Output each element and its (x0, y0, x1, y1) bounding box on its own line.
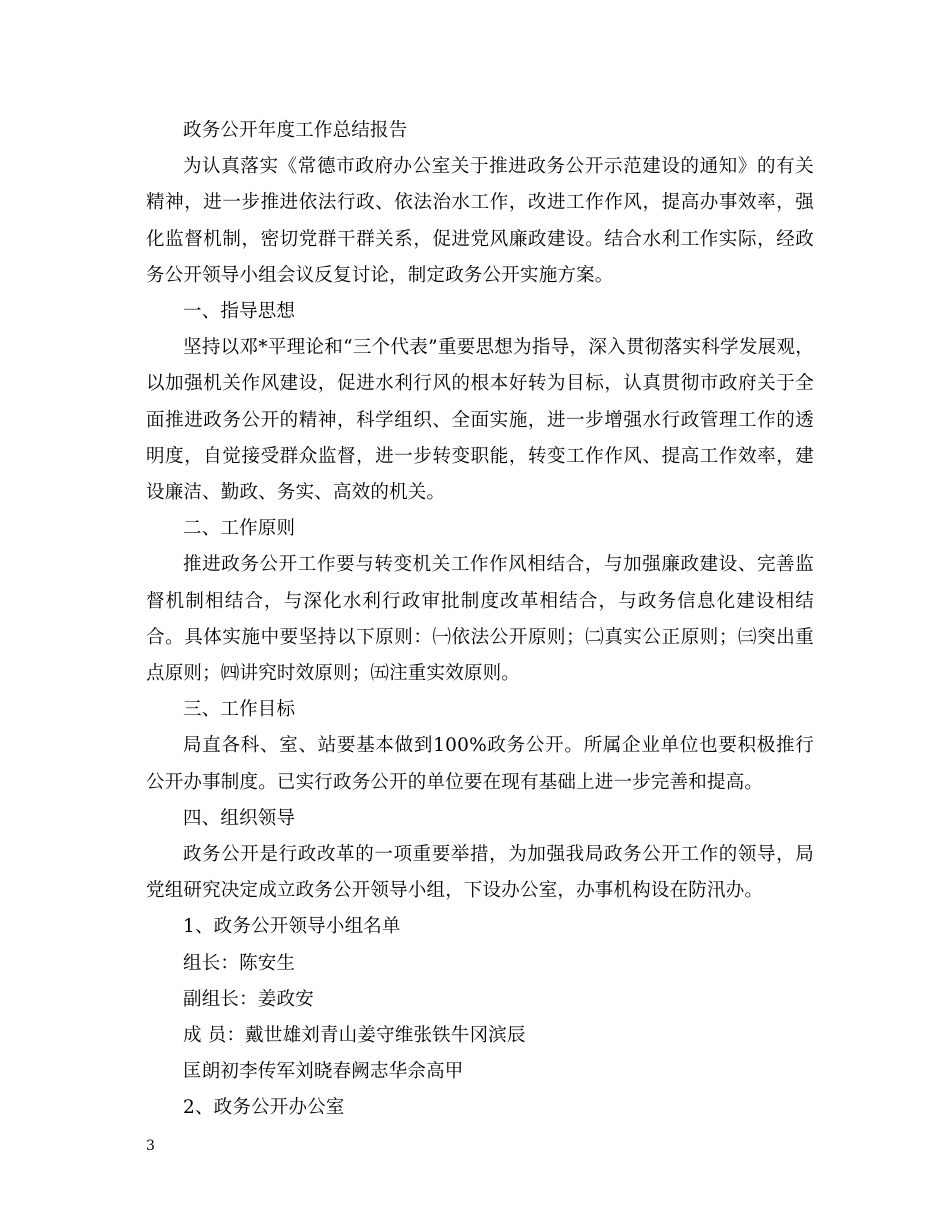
document-body (146, 113, 814, 1127)
section-heading-work-principles: 二、工作原则 (183, 518, 296, 540)
work-principles-paragraph: 推进政务公开工作要与转变机关工作作风相结合，与加强廉政建设、完善监督机制相结合，与深化水利行政审批制度改革相结合，与政务信息化建设相结合。具体实施中要坚持以下原则：㈠依法公开原则；㈡真实公正原则；㈢突出重点原则；㈣讲究时效原则；㈤注重实效原则。 (146, 554, 814, 685)
organization-paragraph: 政务公开是行政改革的一项重要举措，为加强我局政务公开工作的领导，局党组研究决定成立政务公开领导小组，下设办公室，办事机构设在防汛办。 (146, 844, 814, 902)
work-goals-paragraph: 局直各科、室、站要基本做到100%政务公开。所属企业单位也要积极推行公开办事制度。已实行政务公开的单位要在现有基础上进一步完善和提高。 (146, 735, 814, 793)
section-heading-work-goals: 三、工作目标 (183, 699, 296, 721)
document-title: 政务公开年度工作总结报告 (183, 120, 408, 141)
office-heading: 2、政务公开办公室 (183, 1097, 345, 1119)
section-heading-guiding-ideology: 一、指导思想 (183, 301, 296, 323)
leadership-list-heading: 1、政务公开领导小组名单 (183, 916, 401, 938)
group-leader-line: 组长：陈安生 (183, 952, 296, 974)
members-continued-line: 匡朗初李传军刘晓春阙志华佘高甲 (183, 1061, 464, 1083)
deputy-leader-line: 副组长：姜政安 (183, 988, 314, 1010)
members-line: 成 员：戴世雄刘青山姜守维张铁牛冈滨辰 (183, 1025, 526, 1047)
guiding-ideology-paragraph: 坚持以邓*平理论和“三个代表”重要思想为指导，深入贯彻落实科学发展观，以加强机关作风建设，促进水利行风的根本好转为目标，认真贯彻市政府关于全面推进政务公开的精神，科学组织、全面实施，进一步增强水行政管理工作的透明度，自觉接受群众监督，进一步转变职能，转变工作作风、提高工作效率，建设廉洁、勤政、务实、高效的机关。 (146, 337, 814, 504)
intro-paragraph: 为认真落实《常德市政府办公室关于推进政务公开示范建设的通知》的有关精神，进一步推进依法行政、依法治水工作，改进工作作风，提高办事效率，强化监督机制，密切党群干群关系，促进党风廉政建设。结合水利工作实际，经政务公开领导小组会议反复讨论，制定政务公开实施方案。 (146, 156, 814, 286)
page-number: 3 (146, 1138, 155, 1154)
section-heading-organization: 四、组织领导 (183, 807, 296, 829)
